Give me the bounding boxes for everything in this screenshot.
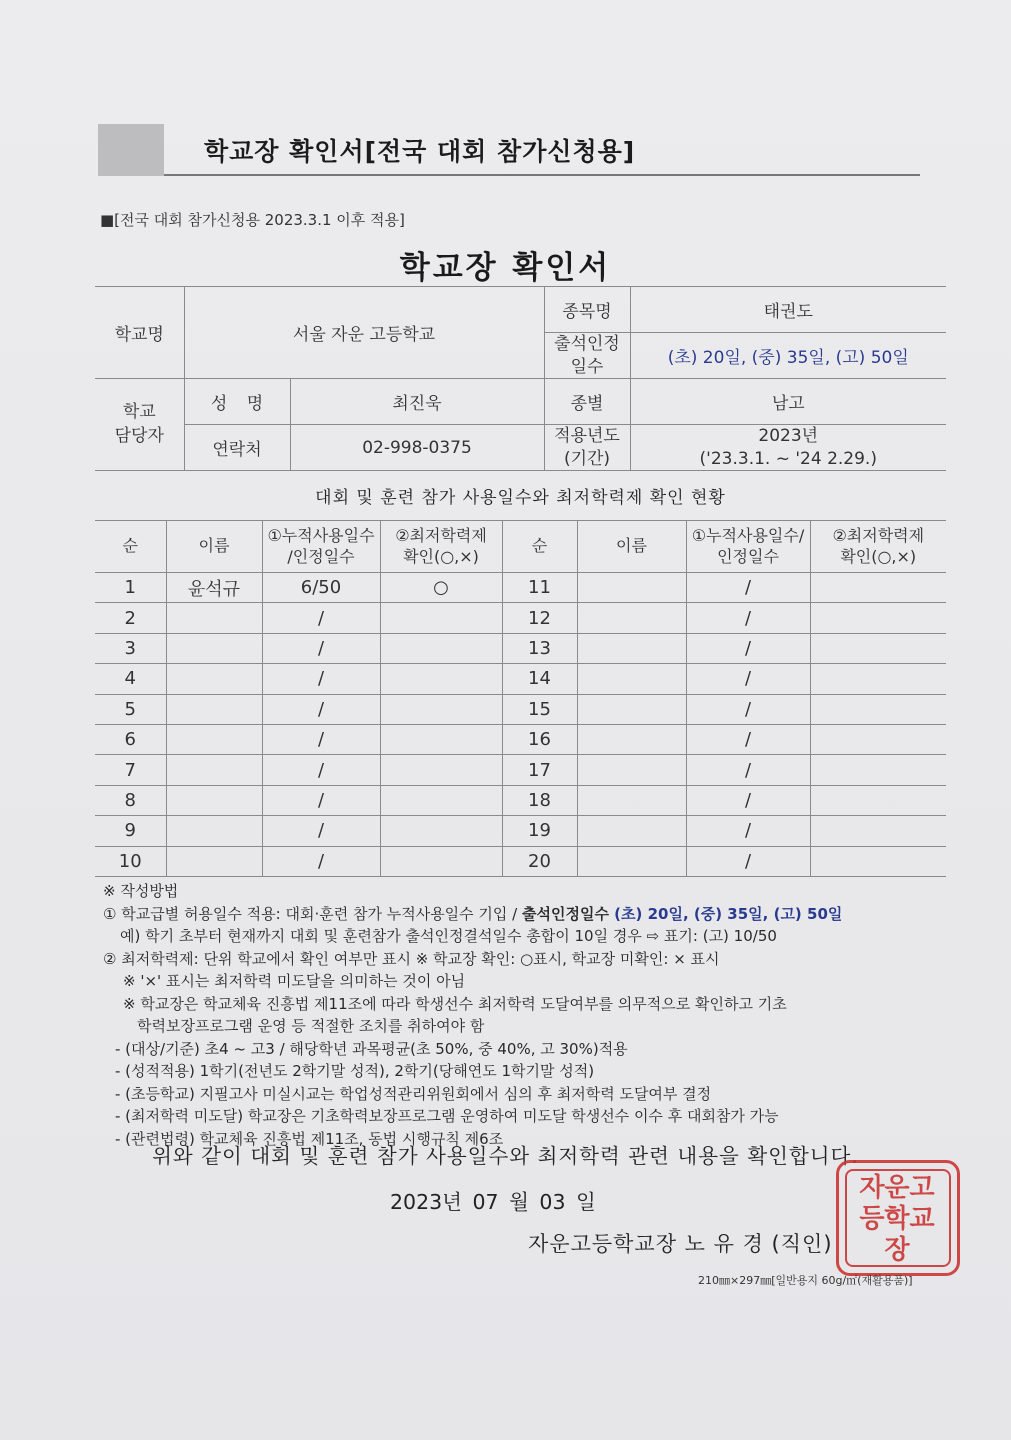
row-name: [166, 785, 262, 815]
notes-section: [103, 880, 953, 1150]
row-no: 15: [502, 694, 577, 724]
row-name: [577, 846, 686, 876]
row-no: 12: [502, 603, 577, 633]
confirm-text: 위와 같이 대회 및 훈련 참가 사용일수와 최저학력 관련 내용을 확인합니다.: [152, 1144, 859, 1168]
table-row: [95, 603, 946, 633]
table-row: [95, 816, 946, 846]
header-name: 이름: [577, 521, 686, 573]
year-label: 적용년도 (기간): [544, 425, 630, 471]
row-check: [810, 633, 946, 663]
row-check: [810, 694, 946, 724]
row-check: [810, 816, 946, 846]
row-check: [380, 724, 502, 754]
seal-line: 자운고: [859, 1172, 935, 1203]
row-name: [577, 785, 686, 815]
manager-label: 학교 담당자: [95, 379, 184, 471]
row-days: /: [262, 816, 380, 846]
header-check: ②최저학력제 확인(○,×): [380, 521, 502, 573]
event-label: 종목명: [544, 287, 630, 333]
row-no: 6: [95, 724, 166, 754]
row-days: /: [686, 816, 810, 846]
official-seal-stamp: [836, 1160, 960, 1276]
table-row: [95, 785, 946, 815]
table-row: [95, 694, 946, 724]
header-no: 순: [95, 521, 166, 573]
row-check: [380, 846, 502, 876]
notes-heading: ※ 작성방법: [103, 882, 179, 900]
attendance-label: 출석인정 일수: [544, 333, 630, 379]
row-name: [166, 633, 262, 663]
row-check: [810, 603, 946, 633]
row-name: [166, 755, 262, 785]
table-row: [95, 755, 946, 785]
row-check: ○: [380, 573, 502, 603]
table-header-row: [95, 521, 946, 573]
type-value: 남고: [630, 379, 946, 425]
note-2-b: ※ 학교장은 학교체육 진흥법 제11조에 따라 학생선수 최저학력 도달여부를 의무적으로 확인하고 기초: [123, 994, 787, 1013]
detail-5: - (관련법령) 학교체육 진흥법 제11조, 동법 시행규칙 제6조: [115, 1129, 504, 1148]
header-check: ②최저학력제 확인(○,×): [810, 521, 946, 573]
note-1-text: ① 학교급별 허용일수 적용: 대회·훈련 참가 누적사용일수 기입 /: [103, 904, 522, 923]
row-name: [577, 573, 686, 603]
row-days: /: [262, 846, 380, 876]
row-no: 8: [95, 785, 166, 815]
row-days: /: [262, 785, 380, 815]
row-no: 3: [95, 633, 166, 663]
row-days: /: [686, 664, 810, 694]
table-row: [95, 633, 946, 663]
note-1-example: 예) 학기 초부터 현재까지 대회 및 훈련참가 출석인정결석일수 총합이 10일 경우 ⇨ 표기: (고) 10/50: [120, 927, 777, 945]
row-no: 18: [502, 785, 577, 815]
row-days: /: [262, 694, 380, 724]
row-name: [577, 724, 686, 754]
seal-line: 장: [884, 1234, 910, 1265]
row-no: 19: [502, 816, 577, 846]
name-value: 최진욱: [290, 379, 544, 425]
school-label: 학교명: [95, 287, 184, 379]
row-no: 9: [95, 816, 166, 846]
row-check: [380, 694, 502, 724]
attendance-value: (초) 20일, (중) 35일, (고) 50일: [630, 333, 946, 379]
row-days: /: [262, 724, 380, 754]
header-title: 학교장 확인서[전국 대회 참가신청용]: [204, 137, 636, 166]
paper-spec: 210㎜×297㎜[일반용지 60g/㎡(재활용품)]: [698, 1274, 913, 1287]
row-check: [810, 573, 946, 603]
row-days: /: [262, 633, 380, 663]
row-days: /: [686, 603, 810, 633]
row-days: /: [686, 724, 810, 754]
row-days: /: [686, 573, 810, 603]
detail-2: - (성적적용) 1학기(전년도 2학기말 성적), 2학기(당해연도 1학기말 성적): [115, 1062, 595, 1080]
school-value: 서울 자운 고등학교: [184, 287, 544, 379]
type-label: 종별: [544, 379, 630, 425]
row-no: 13: [502, 633, 577, 663]
row-name: [577, 664, 686, 694]
row-days: /: [262, 664, 380, 694]
table-row: [95, 664, 946, 694]
row-days: 6/50: [262, 573, 380, 603]
row-days: /: [686, 633, 810, 663]
row-name: [577, 633, 686, 663]
note-2-a: ※ '×' 표시는 최저학력 미도달을 의미하는 것이 아님: [123, 972, 466, 990]
row-days: /: [686, 846, 810, 876]
row-check: [380, 603, 502, 633]
header-days: ①누적사용일수/ 인정일수: [686, 521, 810, 573]
row-no: 17: [502, 755, 577, 785]
row-name: [166, 603, 262, 633]
row-no: 16: [502, 724, 577, 754]
row-name: [166, 724, 262, 754]
table-row: [95, 846, 946, 876]
row-check: [810, 724, 946, 754]
row-no: 20: [502, 846, 577, 876]
name-label: 성 명: [184, 379, 290, 425]
year-cell: [630, 425, 946, 471]
row-name: [166, 846, 262, 876]
detail-4: - (최저학력 미도달) 학교장은 기초학력보장프로그램 운영하여 미도달 학생선수 이수 후 대회참가 가능: [115, 1107, 779, 1125]
note-2: ② 최저학력제: 단위 학교에서 확인 여부만 표시 ※ 학교장 확인: ○표시, 학교장 미확인: × 표시: [103, 949, 720, 968]
detail-1: - (대상/기준) 초4 ~ 고3 / 해당학년 과목평균(초 50%, 중 40%, 고 30%)적용: [115, 1039, 628, 1058]
header-name: 이름: [166, 521, 262, 573]
row-check: [810, 755, 946, 785]
row-no: 11: [502, 573, 577, 603]
seal-line: 등학교: [859, 1203, 935, 1234]
row-days: /: [686, 785, 810, 815]
row-check: [380, 755, 502, 785]
row-no: 1: [95, 573, 166, 603]
row-days: /: [262, 603, 380, 633]
signer-text: 자운고등학교장 노 유 경 (직인): [528, 1232, 833, 1256]
row-check: [810, 785, 946, 815]
row-name: [577, 755, 686, 785]
note-1-bold: 출석인정일수: [522, 904, 609, 923]
info-table: [95, 286, 946, 471]
row-no: 10: [95, 846, 166, 876]
section-title: 대회 및 훈련 참가 사용일수와 최저학력제 확인 현황: [315, 488, 726, 508]
note-1-days: (초) 20일, (중) 35일, (고) 50일: [608, 904, 843, 923]
row-days: /: [686, 755, 810, 785]
row-check: [380, 633, 502, 663]
period-value: ('23.3.1. ~ '24 2.29.): [699, 448, 877, 469]
row-days: /: [262, 755, 380, 785]
row-no: 14: [502, 664, 577, 694]
detail-3: - (초등학교) 지필고사 미실시교는 학업성적관리위원회에서 심의 후 최저학력 도달여부 결정: [115, 1084, 712, 1103]
doc-title: 학교장 확인서: [399, 250, 612, 286]
row-check: [380, 785, 502, 815]
header-days: ①누적사용일수 /인정일수: [262, 521, 380, 573]
row-no: 4: [95, 664, 166, 694]
row-name: 윤석규: [166, 573, 262, 603]
sub-note: ■[전국 대회 참가신청용 2023.3.1 이후 적용]: [100, 211, 405, 229]
note-2-c: 학력보장프로그램 운영 등 적절한 조치를 취하여야 함: [137, 1017, 485, 1035]
row-name: [166, 664, 262, 694]
row-check: [810, 664, 946, 694]
contact-value: 02-998-0375: [290, 425, 544, 471]
row-no: 5: [95, 694, 166, 724]
row-name: [166, 694, 262, 724]
row-check: [380, 816, 502, 846]
date-text: 2023년 07 월 03 일: [390, 1190, 596, 1214]
row-no: 2: [95, 603, 166, 633]
year-value: 2023년: [758, 426, 819, 447]
row-check: [380, 664, 502, 694]
usage-table: [95, 520, 946, 877]
table-row: [95, 724, 946, 754]
contact-label: 연락처: [184, 425, 290, 471]
row-name: [166, 816, 262, 846]
row-name: [577, 816, 686, 846]
row-no: 7: [95, 755, 166, 785]
row-name: [577, 694, 686, 724]
row-name: [577, 603, 686, 633]
header-no: 순: [502, 521, 577, 573]
note-1: [103, 903, 953, 926]
table-row: [95, 573, 946, 603]
header-gray-block: [98, 124, 164, 176]
seal-text: [849, 1173, 945, 1265]
row-check: [810, 846, 946, 876]
row-days: /: [686, 694, 810, 724]
header-band: [98, 124, 920, 176]
event-value: 태권도: [630, 287, 946, 333]
